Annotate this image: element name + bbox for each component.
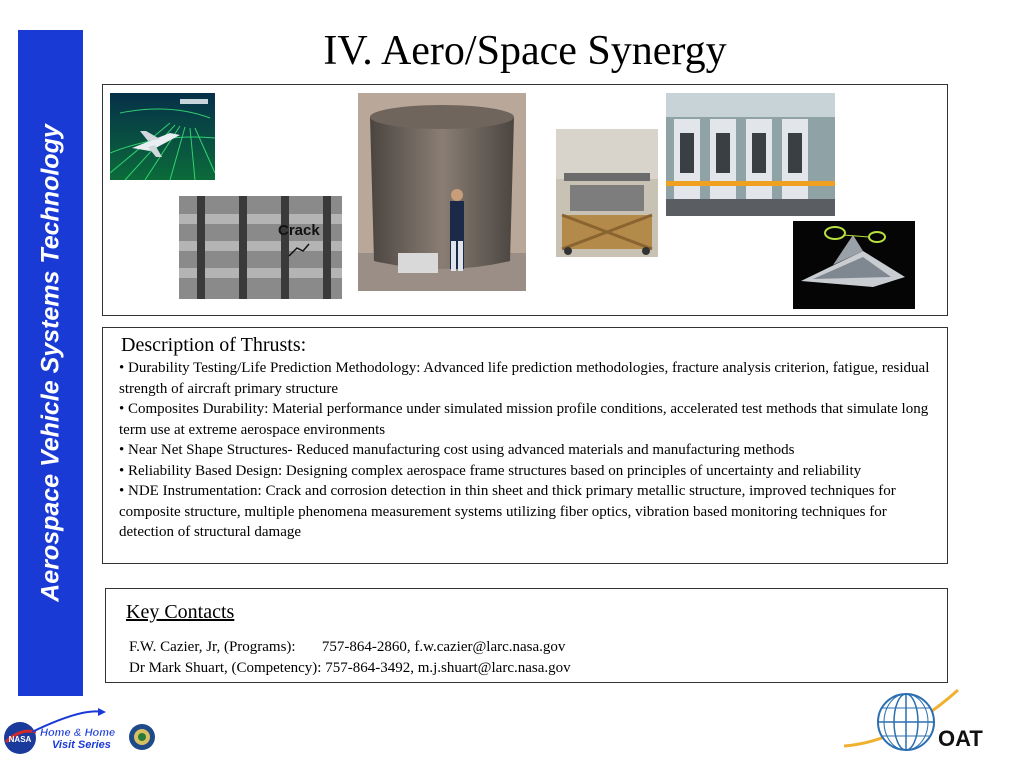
contact-line: Dr Mark Shuart, (Competency): 757-864-3492, m.j.shuart@larc.nasa.gov	[129, 660, 571, 676]
svg-text:Visit Series: Visit Series	[52, 739, 111, 751]
globe-icon	[878, 694, 934, 750]
crack-panel-image	[179, 196, 342, 299]
sidebar-banner	[18, 30, 83, 696]
footer-logos	[2, 702, 162, 764]
crack-label: Crack	[278, 222, 320, 239]
test-lab-image	[666, 93, 835, 216]
sidebar-label: Aerospace Vehicle Systems Technology	[36, 124, 64, 602]
thrust-item: • NDE Instrumentation: Crack and corrosion detection in thin sheet and thick primary metallic structure, improved techniques for composite structure, multiple phenomena measurement systems utilizing fiber optics, vibration based monitoring techniques for detection of structural damage	[119, 483, 896, 540]
spacecraft-image	[793, 221, 915, 309]
thrusts-box	[102, 327, 948, 564]
test-fixture-image	[556, 129, 658, 257]
thrust-item: • Reliability Based Design: Designing complex aerospace frame structures based on principles of uncertainty and reliability	[119, 462, 862, 479]
cylinder-test-image	[358, 93, 526, 291]
contacts-heading: Key Contacts	[126, 601, 235, 623]
thrust-item: • Durability Testing/Life Prediction Methodology: Advanced life prediction methodologies, fracture analysis criterion, fatigue, residual strength of aircraft primary structure	[119, 360, 930, 397]
image-panel	[102, 84, 948, 316]
contacts-box	[105, 588, 948, 683]
thrust-item: • Near Net Shape Structures- Reduced manufacturing cost using advanced materials and manufacturing methods	[119, 442, 795, 458]
thrust-item: • Composites Durability: Material performance under simulated mission profile conditions, accelerated test methods that simulate long term use at extreme aerospace environments	[119, 401, 929, 438]
contact-line: F.W. Cazier, Jr, (Programs): 757-864-2860, f.w.cazier@larc.nasa.gov	[129, 639, 566, 655]
thrusts-heading: Description of Thrusts:	[121, 334, 307, 356]
thrusts-list	[119, 358, 931, 543]
oat-label: OAT	[938, 726, 983, 751]
nasa-logo	[4, 722, 36, 754]
home-visit-series-logo	[32, 708, 115, 751]
svg-text:NASA: NASA	[8, 735, 32, 744]
agency-seal	[129, 724, 155, 750]
aircraft-navigation-image	[110, 93, 215, 180]
svg-text:Home & Home: Home & Home	[40, 727, 116, 739]
slide-title: IV. Aero/Space Synergy	[323, 28, 727, 74]
